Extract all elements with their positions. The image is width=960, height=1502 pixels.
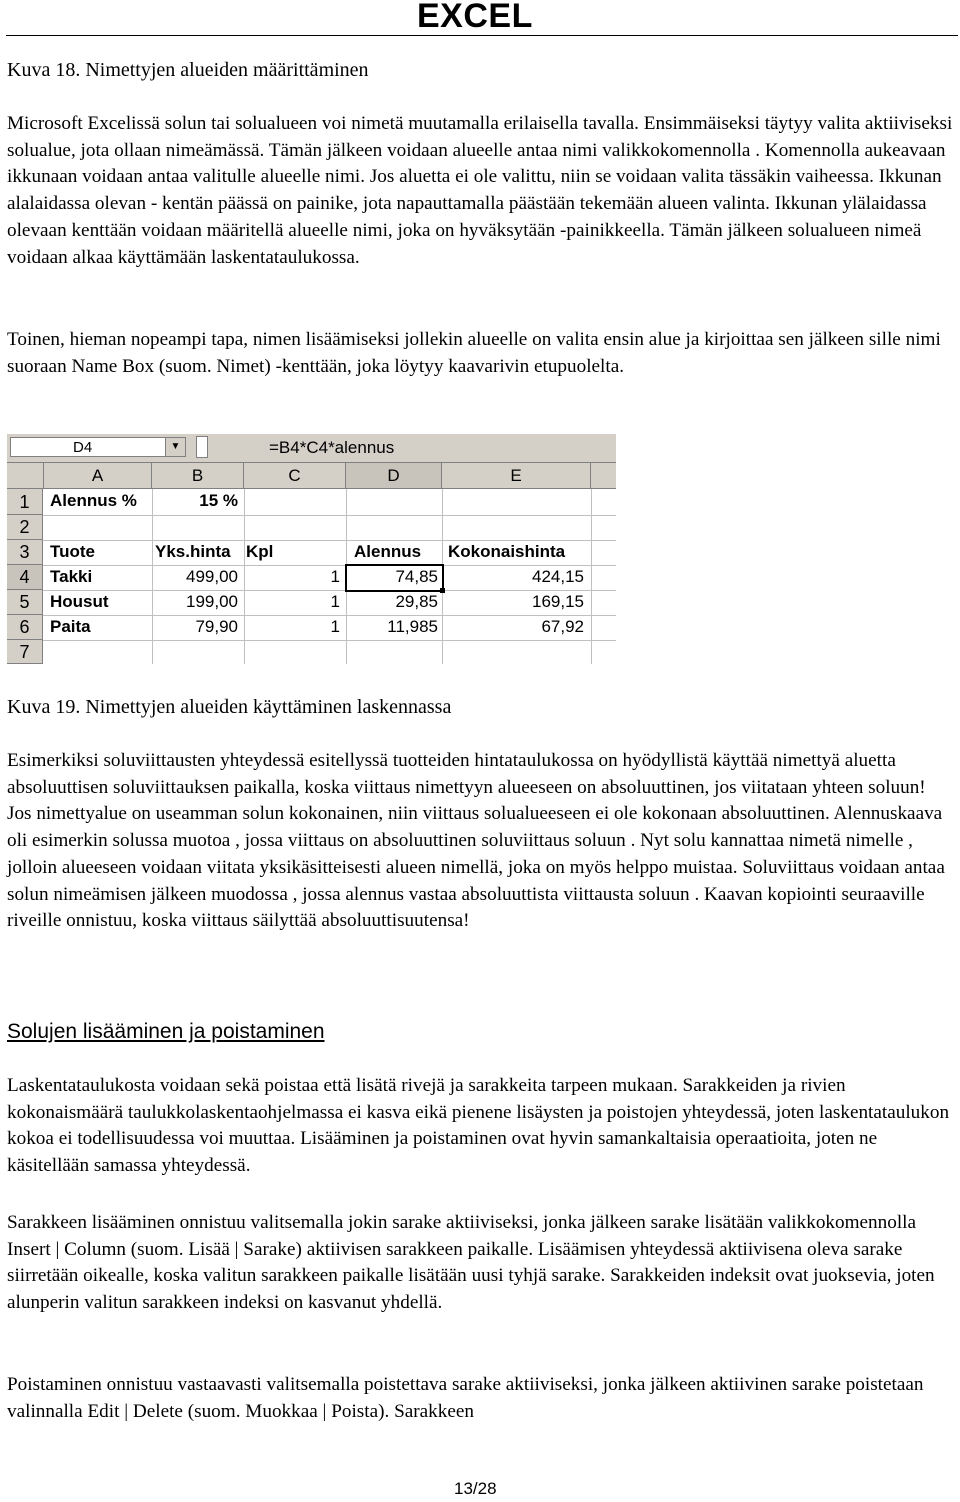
fill-handle[interactable] <box>440 588 445 593</box>
figure-19-caption: Kuva 19. Nimettyjen alueiden käyttäminen laskennassa <box>7 696 452 718</box>
column-header-c[interactable]: C <box>244 463 346 488</box>
row-header-5[interactable]: 5 <box>7 590 43 615</box>
select-all-corner[interactable] <box>7 463 44 488</box>
row-header-2[interactable]: 2 <box>7 515 43 540</box>
cell-a3[interactable]: Tuote <box>50 542 96 561</box>
row-header-3[interactable]: 3 <box>7 540 43 565</box>
cell-b5[interactable]: 199,00 <box>186 592 238 611</box>
header-title: EXCEL <box>417 0 533 35</box>
cell-d3[interactable]: Alennus <box>354 542 422 561</box>
cell-e3[interactable]: Kokonaishinta <box>448 542 566 561</box>
cell-d6[interactable]: 11,985 <box>387 617 438 636</box>
cell-d4[interactable]: 74,85 <box>395 567 438 586</box>
gridline <box>43 540 616 541</box>
cell-c3[interactable]: Kpl <box>246 542 274 561</box>
formula-bar <box>7 434 616 463</box>
paragraph-named-range-example: Esimerkiksi soluviittausten yhteydessä esitellyssä tuotteiden hintataulukossa on hyödyllistä käyttää nimettyä aluetta absoluuttisen soluviittauksen paikalla, koska viittaus nimettyyn alueeseen on absoluuttinen, jos viitataan yhteen soluun! Jos nimettyalue on useamman solun kokonainen, niin viittaus solualueeseen ei ole kokonaan absoluuttinen. Alennuskaava oli esimerkin solussa muotoa , jossa viittaus on absoluuttinen soluviittaus soluun . Nyt solu kannattaa nimetä nimelle , jolloin alueeseen voidaan viitata yksikäsitteisesti alueen nimellä, joka on myös helppo muistaa. Soluviittaus voidaan antaa solun nimeämisen jälkeen muodossa , jossa alennus vastaa absoluuttista viittausta soluun . Kaavan kopiointi seuraaville riveille onnistuu, koska viittaus säilyttää absoluuttisuutensa! <box>7 750 945 932</box>
cell-b1[interactable]: 15 % <box>199 491 238 510</box>
cell-e6[interactable]: 67,92 <box>541 617 584 636</box>
section-heading: Solujen lisääminen ja poistaminen <box>7 1020 325 1043</box>
excel-screenshot <box>7 434 616 664</box>
column-header-e[interactable]: E <box>442 463 591 488</box>
row-header-6[interactable]: 6 <box>7 615 43 640</box>
column-header-a[interactable]: A <box>44 463 152 488</box>
gridline <box>43 515 616 516</box>
paragraph-name-box: Toinen, hieman nopeampi tapa, nimen lisäämiseksi jollekin alueelle on valita ensin alue ja kirjoittaa sen jälkeen sille nimi suoraan Name Box (suom. Nimet) -kenttään, joka löytyy kaavarivin etupuolelta. <box>7 329 941 377</box>
formula-text[interactable]: =B4*C4*alennus <box>269 438 395 457</box>
gridline <box>43 615 616 616</box>
gridline <box>591 489 592 664</box>
row-header-4[interactable]: 4 <box>7 565 43 590</box>
cell-b3[interactable]: Yks.hinta <box>155 542 231 561</box>
active-cell-selection[interactable] <box>345 564 444 592</box>
cell-c6[interactable]: 1 <box>330 617 340 636</box>
cell-a1[interactable]: Alennus % <box>50 491 137 510</box>
paragraph-naming-intro: Microsoft Excelissä solun tai solualueen voi nimetä muutamalla erilaisella tavalla. Ensimmäiseksi täytyy valita aktiiviseksi solualue, jota ollaan nimeämässä. Tämän jälkeen voidaan alueelle antaa nimi valikkokomennolla . Komennolla aukeavaan ikkunaan voidaan antaa valitulle alueelle nimi. Jos aluetta ei ole valittu, niin se voidaan valita tässäkin vaiheessa. Ikkunan alalaidassa olevan - kentän päässä on painike, jota napauttamalla päästään tekemään alueen valinta. Ikkunan ylälaidassa olevaan kenttään voidaan määritellä alueelle nimi, joka on hyväksytään -painikkeella. Tämän jälkeen solualueen nimeä voidaan alkaa käyttämään laskentataulukossa. <box>7 113 953 268</box>
cell-a4[interactable]: Takki <box>50 567 93 586</box>
column-header-b[interactable]: B <box>152 463 244 488</box>
paragraph-delete-column: Poistaminen onnistuu vastaavasti valitsemalla poistettava sarake aktiiviseksi, jonka jälkeen aktiivinen sarake poistetaan valinnalla Edit | Delete (suom. Muokkaa | Poista). Sarakkeen <box>7 1374 924 1422</box>
name-box-value: D4 <box>73 439 93 456</box>
gridline <box>43 565 616 566</box>
cell-a5[interactable]: Housut <box>50 592 109 611</box>
figure-18-caption: Kuva 18. Nimettyjen alueiden määrittäminen <box>7 59 369 81</box>
formula-bar-separator <box>196 436 208 458</box>
column-header-d[interactable]: D <box>346 463 442 488</box>
cell-c5[interactable]: 1 <box>330 592 340 611</box>
gridline <box>43 640 616 641</box>
cell-e4[interactable]: 424,15 <box>532 567 584 586</box>
paragraph-insert-delete-intro: Laskentataulukosta voidaan sekä poistaa että lisätä rivejä ja sarakkeita tarpeen mukaan. Sarakkeiden ja rivien kokonaismäärä taulukkolaskentaohjelmassa ei kasva eikä pienene lisäysten ja poistojen yhteydessä, joten laskentataulukon kokoa ei todellisuudessa voi muuttaa. Lisääminen ja poistaminen ovat hyvin samankaltaisia operaatioita, joten ne käsitellään samassa yhteydessä. <box>7 1075 950 1177</box>
dropdown-arrow-icon[interactable]: ▼ <box>165 438 185 456</box>
cell-b4[interactable]: 499,00 <box>186 567 238 586</box>
column-header-row <box>7 463 616 489</box>
page-number: 13/28 <box>454 1479 497 1498</box>
row-header-7[interactable]: 7 <box>7 640 43 664</box>
row-header-1[interactable]: 1 <box>7 489 43 515</box>
cell-a6[interactable]: Paita <box>50 617 91 636</box>
name-box[interactable] <box>10 437 186 457</box>
gridline <box>43 590 616 591</box>
cell-c4[interactable]: 1 <box>330 567 340 586</box>
cell-d5[interactable]: 29,85 <box>395 592 438 611</box>
cell-b6[interactable]: 79,90 <box>195 617 238 636</box>
paragraph-insert-column: Sarakkeen lisääminen onnistuu valitsemalla jokin sarake aktiiviseksi, jonka jälkeen sarake lisätään valikkokomennolla Insert | Column (suom. Lisää | Sarake) aktiivisen sarakkeen paikalle. Lisäämisen yhteydessä aktiivisena oleva sarake siirretään oikealle, koska valitun sarakkeen paikalle lisätään uusi tyhjä sarake. Sarakkeiden indeksit ovat juoksevia, joten alunperin valitun sarakkeen indeksi on kasvanut yhdellä. <box>7 1212 935 1314</box>
header-rule <box>6 35 958 36</box>
cell-e5[interactable]: 169,15 <box>532 592 584 611</box>
